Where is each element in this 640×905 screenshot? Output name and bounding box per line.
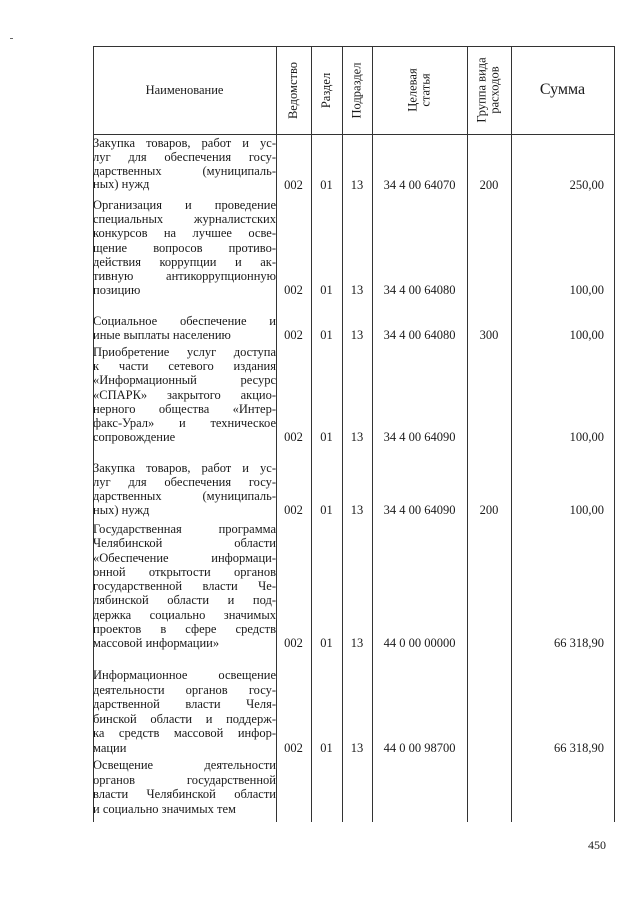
cell-summa: 66 318,90	[554, 741, 604, 755]
row-name-line: луг для обеспечения госу-	[93, 475, 276, 489]
row-name-line: власти Челябинской области	[93, 787, 276, 802]
cell-ved: 002	[284, 741, 303, 755]
row-name-line: органов государственной	[93, 772, 276, 787]
row-name-line: щение вопросов противо-	[93, 240, 276, 255]
cell-razdel: 01	[320, 328, 333, 343]
row-name-line: бинской области и поддерж-	[93, 711, 276, 726]
row-name	[93, 314, 276, 342]
row-name-line: ных) нужд	[93, 503, 150, 517]
cell-razdel: 01	[320, 283, 333, 298]
row-name-line: дарственных (муниципаль-	[93, 489, 276, 503]
row-name-line: к части сетевого издания	[93, 359, 276, 374]
cell-summa: 100,00	[569, 283, 604, 298]
row-name-line: мации	[93, 740, 127, 755]
header-razdel: Раздел	[319, 72, 334, 108]
cell-gruppa: 300	[479, 328, 499, 343]
cell-razdel: 01	[320, 503, 333, 517]
header-gruppa: Группа вида расходов	[475, 57, 503, 123]
cell-ved: 002	[284, 283, 303, 298]
row-name-line: проектов в сфере средств	[93, 622, 276, 637]
row-name-line: ных) нужд	[93, 178, 150, 192]
row-name	[93, 461, 276, 517]
row-name-line: тивную антикоррупционную	[93, 269, 276, 284]
row-name-line: лябинской области и под-	[93, 593, 276, 608]
page-number: 450	[588, 838, 606, 852]
cell-razdel: 01	[320, 430, 333, 445]
row-name	[93, 522, 276, 651]
cell-podrazdel: 13	[350, 430, 364, 445]
row-name	[93, 758, 276, 816]
cell-podrazdel: 13	[350, 283, 364, 298]
header-summa: Сумма	[539, 81, 586, 98]
header-divider	[93, 134, 615, 135]
cell-ved: 002	[284, 328, 303, 343]
cell-razdel: 01	[320, 741, 333, 755]
row-name-line: массовой информации»	[93, 636, 220, 651]
row-name	[93, 198, 276, 297]
row-name	[93, 345, 276, 444]
cell-razdel: 01	[320, 178, 333, 193]
cell-summa: 250,00	[569, 178, 604, 193]
row-name-line: Приобретение услуг доступа	[93, 345, 276, 359]
cell-summa: 100,00	[569, 430, 604, 445]
cell-summa: 100,00	[569, 328, 604, 343]
cell-celevaya: 34 4 00 64090	[383, 503, 456, 517]
row-name	[93, 668, 276, 756]
row-name-line: дарственной власти Челя-	[93, 697, 276, 712]
row-name-line: «СПАРК» закрытого акцио-	[93, 387, 276, 402]
row-name-line: Освещение деятельности	[93, 758, 276, 772]
row-name	[93, 137, 276, 192]
cell-ved: 002	[284, 503, 303, 517]
row-name-line: «Обеспечение информаци-	[93, 550, 276, 565]
row-name-line: специальных журналистских	[93, 212, 276, 227]
row-name-line: «Информационный ресурс	[93, 373, 276, 388]
cell-podrazdel: 13	[350, 328, 364, 343]
cell-celevaya: 44 0 00 00000	[383, 636, 456, 651]
row-name-line: ка средств массовой инфор-	[93, 726, 276, 741]
row-name-line: Закупка товаров, работ и ус-	[93, 461, 276, 475]
cell-razdel: 01	[320, 636, 333, 651]
row-name-line: факс-Урал» и техническое	[93, 416, 276, 431]
row-name-line: дарственных (муниципаль-	[93, 164, 276, 178]
cell-celevaya: 34 4 00 64090	[383, 430, 456, 445]
cell-ved: 002	[284, 636, 303, 651]
row-name-line: позицию	[93, 283, 141, 298]
cell-celevaya: 34 4 00 64070	[383, 178, 456, 193]
budget-table	[93, 46, 615, 822]
header-podrazdel: Подраздел	[349, 62, 364, 118]
cell-gruppa: 200	[479, 178, 499, 193]
cell-summa: 100,00	[569, 503, 604, 517]
row-name-line: государственной власти Че-	[93, 579, 276, 594]
row-name-line: конкурсов на лучшее осве-	[93, 226, 276, 241]
cell-gruppa: 200	[479, 503, 499, 517]
header-celevaya: Целевая статья	[405, 68, 433, 112]
row-name-line: держка социально значимых	[93, 607, 276, 622]
row-name-line: Челябинской области	[93, 536, 276, 551]
cell-celevaya: 34 4 00 64080	[383, 283, 456, 298]
row-name-line: нерного общества «Интер-	[93, 401, 276, 416]
cell-celevaya: 34 4 00 64080	[383, 328, 456, 343]
table-border-right	[614, 46, 615, 822]
row-name-line: сопровождение	[93, 430, 176, 445]
row-name-line: Организация и проведение	[93, 198, 276, 212]
scan-mark	[10, 38, 13, 39]
row-name-line: и социально значимых тем	[93, 801, 236, 816]
row-name-line: онной открытости органов	[93, 564, 276, 579]
cell-ved: 002	[284, 178, 303, 193]
row-name-line: Закупка товаров, работ и ус-	[93, 137, 276, 150]
col-divider	[467, 46, 468, 822]
row-name-line: Информационное освещение	[93, 668, 276, 682]
row-name-line: действия коррупции и ак-	[93, 254, 276, 269]
cell-podrazdel: 13	[350, 503, 364, 517]
cell-podrazdel: 13	[350, 741, 364, 755]
row-name-line: луг для обеспечения госу-	[93, 150, 276, 164]
row-name-line: деятельности органов госу-	[93, 682, 276, 697]
cell-summa: 66 318,90	[554, 636, 604, 651]
cell-podrazdel: 13	[350, 178, 364, 193]
header-name: Наименование	[145, 82, 224, 97]
cell-podrazdel: 13	[350, 636, 364, 651]
row-name-line: иные выплаты населению	[93, 328, 231, 343]
cell-ved: 002	[284, 430, 303, 445]
header-ved: Ведомство	[286, 61, 300, 119]
row-name-line: Государственная программа	[93, 522, 276, 536]
row-name-line: Социальное обеспечение и	[93, 314, 276, 328]
cell-celevaya: 44 0 00 98700	[383, 741, 456, 755]
